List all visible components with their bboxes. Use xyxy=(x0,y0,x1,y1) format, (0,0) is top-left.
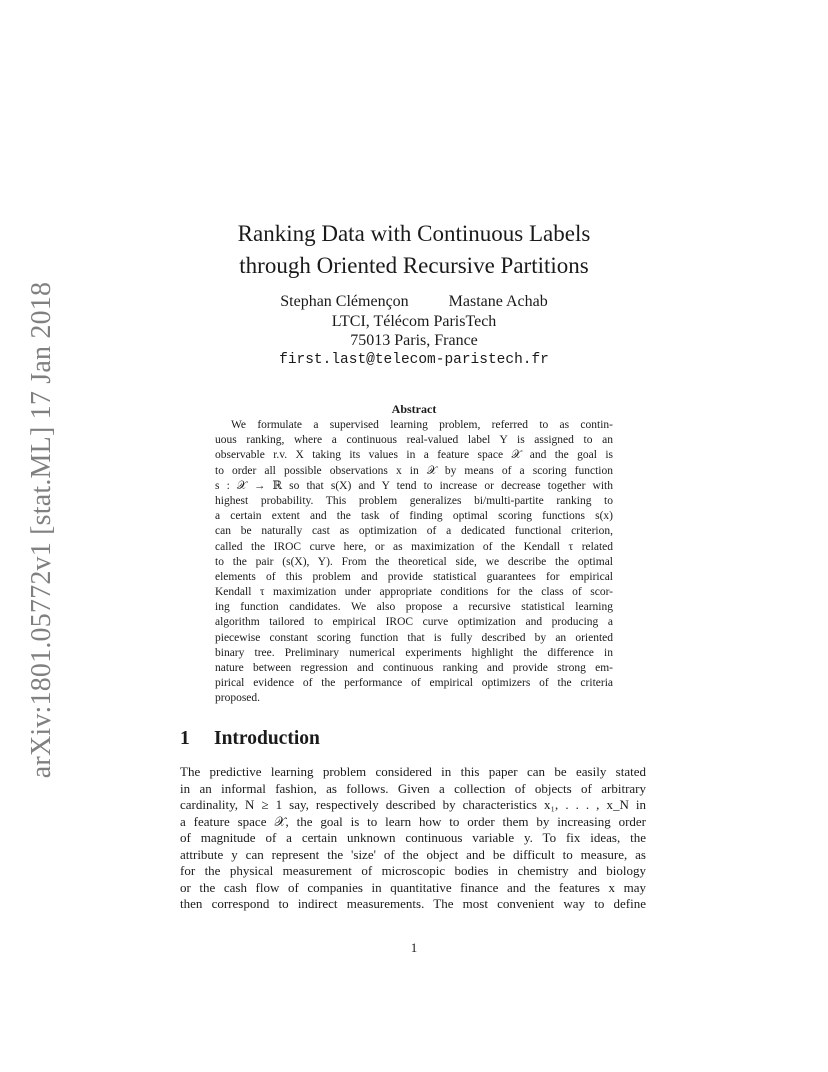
title-line-1: Ranking Data with Continuous Labels xyxy=(237,221,591,246)
abstract-line: algorithm tailored to empirical IROC curve optimization and producing a xyxy=(215,616,613,629)
abstract-body xyxy=(215,418,613,707)
intro-line: The predictive learning problem considered in this paper can be easily stated xyxy=(180,764,646,779)
address: 75013 Paris, France xyxy=(350,332,478,349)
intro-line: a feature space 𝒳, the goal is to learn how to order them by increasing order xyxy=(180,813,646,829)
abstract-line: to order all possible observations x in 𝒳 by means of a scoring function xyxy=(215,464,613,477)
abstract-line: Kendall τ maximization under appropriate conditions for the class of scor- xyxy=(215,586,613,599)
abstract-line: piecewise constant scoring function that is fully described by an oriented xyxy=(215,631,613,644)
intro-line: then correspond to indirect measurements. The most convenient way to define xyxy=(180,896,646,911)
abstract-line: ing function candidates. We also propose a recursive statistical learning xyxy=(215,601,613,614)
abstract-line: s : 𝒳 → ℝ so that s(X) and Y tend to increase or decrease together with xyxy=(215,479,613,492)
arxiv-identifier-stamp: arXiv:1801.05772v1 [stat.ML] 17 Jan 2018 xyxy=(26,281,57,779)
abstract-heading: Abstract xyxy=(391,402,437,416)
author-1: Stephan Clémençon xyxy=(280,293,409,310)
intro-line: cardinality, N ≥ 1 say, respectively described by characteristics x₁, . . . , x_N in xyxy=(180,797,646,812)
section-heading-introduction xyxy=(180,728,320,750)
abstract-line: can be naturally cast as optimization of a dedicated functional criterion, xyxy=(215,525,613,538)
intro-line: or the cash flow of companies in quantitative finance and the features x may xyxy=(180,879,646,895)
abstract-line: proposed. xyxy=(215,692,261,705)
abstract-line: a certain extent and the task of finding optimal scoring functions s(x) xyxy=(215,510,613,523)
abstract-line: to the pair (s(X), Y). From the theoretical side, we describe the optimal xyxy=(215,555,613,568)
section-number: 1 xyxy=(180,728,190,749)
abstract-line: called the IROC curve here, or as maximization of the Kendall τ related xyxy=(215,540,613,553)
title-line-2: through Oriented Recursive Partitions xyxy=(239,253,589,278)
abstract-line: We formulate a supervised learning problem, referred to as contin- xyxy=(231,419,613,431)
intro-line: of magnitude of a certain unknown continuous variable y. To fix ideas, the xyxy=(180,830,646,845)
abstract-line: uous ranking, where a continuous real-valued label Y is assigned to an xyxy=(215,434,613,447)
paper-title xyxy=(180,218,648,282)
intro-line: in an informal fashion, as follows. Given a collection of objects of arbitrary xyxy=(180,780,646,796)
page-number: 1 xyxy=(410,940,418,955)
intro-line: attribute y can represent the 'size' of the object and be difficult to measure, as xyxy=(180,846,646,862)
introduction-paragraph xyxy=(180,764,646,913)
abstract-line: binary tree. Preliminary numerical experiments highlight the difference in xyxy=(215,646,613,659)
author-names xyxy=(180,292,648,312)
author-email: first.last@telecom-paristech.fr xyxy=(279,352,549,368)
author-2: Mastane Achab xyxy=(448,293,548,310)
section-title: Introduction xyxy=(214,728,320,749)
abstract-line: observable r.v. X taking its values in a feature space 𝒳 and the goal is xyxy=(215,449,613,462)
intro-line: for the physical measurement of microscopic bodies in chemistry and biology xyxy=(180,863,646,878)
affiliation: LTCI, Télécom ParisTech xyxy=(331,313,497,330)
abstract-line: nature between regression and continuous ranking and provide strong em- xyxy=(215,662,613,674)
abstract-line: highest probability. This problem generalizes bi/multi-partite ranking to xyxy=(215,494,613,507)
abstract-line: elements of this problem and provide statistical guarantees for empirical xyxy=(215,570,613,583)
abstract-line: pirical evidence of the performance of empirical optimizers of the criteria xyxy=(215,677,613,690)
